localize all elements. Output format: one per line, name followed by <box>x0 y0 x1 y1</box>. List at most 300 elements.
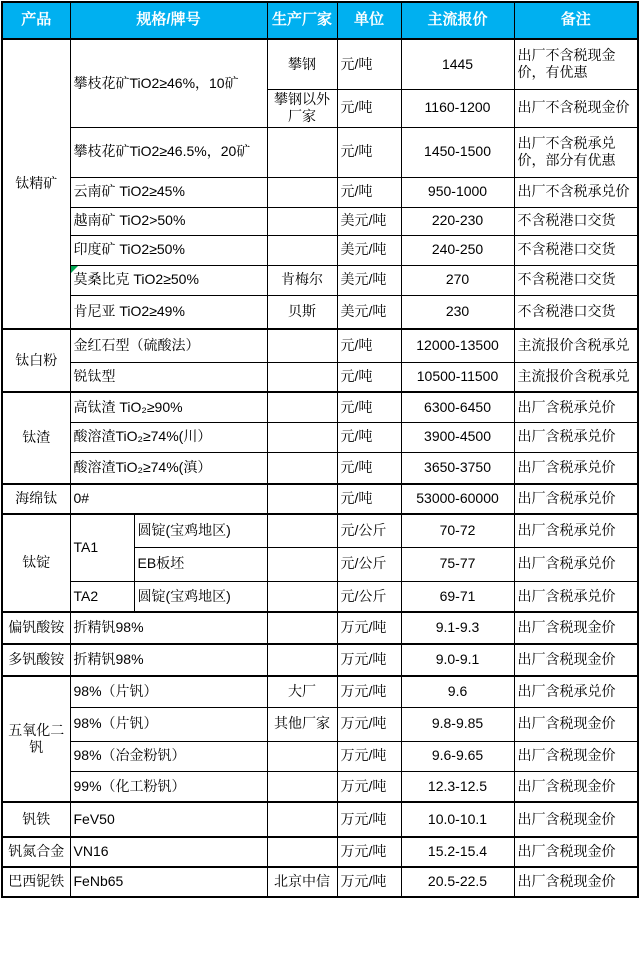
product-cell <box>2 676 70 802</box>
note-cell <box>514 422 638 452</box>
unit-cell <box>337 329 401 362</box>
note-cell <box>514 295 638 329</box>
spec-cell <box>70 707 267 741</box>
price-cell <box>401 127 514 177</box>
table-row <box>2 207 638 235</box>
note-text: 出厂不含税现金价，有优惠 <box>517 46 616 81</box>
note-cell <box>514 452 638 484</box>
price-cell <box>401 837 514 867</box>
header-spec: 规格/牌号 <box>70 2 267 39</box>
spec-type-text: 圆锭(宝鸡地区) <box>137 587 231 604</box>
spec-type-cell <box>134 514 267 547</box>
note-cell <box>514 392 638 422</box>
table-row <box>2 612 638 644</box>
note-cell <box>514 707 638 741</box>
product-text: 钛白粉 <box>15 351 58 368</box>
price-text: 9.1-9.3 <box>435 619 480 636</box>
unit-text: 万元/吨 <box>340 715 387 732</box>
spec-text: 越南矿 TiO2>50% <box>73 212 186 229</box>
spec-cell <box>70 207 267 235</box>
product-cell <box>2 837 70 867</box>
spec-text: 高钛渣 TiO₂≥90% <box>73 398 183 415</box>
product-text: 钒铁 <box>22 810 51 827</box>
product-cell <box>2 514 70 612</box>
price-text: 950-1000 <box>427 183 488 200</box>
maker-text: 攀钢以外厂家 <box>274 90 331 124</box>
product-cell <box>2 644 70 676</box>
unit-text: 元/公斤 <box>340 522 387 538</box>
unit-cell <box>337 514 401 547</box>
note-cell <box>514 514 638 547</box>
note-cell <box>514 771 638 802</box>
unit-text: 元/吨 <box>340 99 373 116</box>
maker-cell <box>267 514 337 547</box>
maker-text: 大厂 <box>288 683 317 699</box>
maker-cell <box>267 802 337 837</box>
price-cell <box>401 422 514 452</box>
note-text: 出厂含税承兑价 <box>517 459 616 475</box>
price-text: 270 <box>445 271 470 288</box>
price-cell <box>401 644 514 676</box>
note-cell <box>514 837 638 867</box>
note-text: 出厂含税承兑价 <box>517 522 616 538</box>
spec-cell <box>70 177 267 207</box>
product-text: 海绵钛 <box>15 490 58 507</box>
note-text: 出厂含税现金价 <box>517 843 616 860</box>
unit-text: 美元/吨 <box>340 271 387 288</box>
unit-cell <box>337 265 401 295</box>
maker-cell <box>267 612 337 644</box>
price-text: 3900-4500 <box>424 428 491 445</box>
maker-cell <box>267 547 337 581</box>
maker-cell <box>267 422 337 452</box>
product-cell <box>2 484 70 514</box>
price-cell <box>401 484 514 514</box>
unit-text: 元/吨 <box>340 428 373 445</box>
spec-cell <box>70 362 267 392</box>
price-text: 230 <box>445 303 470 319</box>
unit-text: 美元/吨 <box>340 212 387 229</box>
spec-text: 98%（片钒） <box>73 683 158 699</box>
maker-cell <box>267 581 337 612</box>
price-text: 3650-3750 <box>424 459 491 475</box>
table-row <box>2 235 638 265</box>
product-text: 钛精矿 <box>15 175 58 192</box>
table-row <box>2 581 638 612</box>
note-cell <box>514 581 638 612</box>
unit-text: 元/吨 <box>340 459 373 475</box>
spec-cell <box>70 802 267 837</box>
table-row <box>2 867 638 897</box>
maker-cell <box>267 265 337 295</box>
unit-cell <box>337 581 401 612</box>
table-row <box>2 676 638 707</box>
note-text: 出厂含税承兑价 <box>517 490 616 507</box>
table-row <box>2 802 638 837</box>
note-text: 主流报价含税承兑 <box>517 337 630 353</box>
spec-type-cell <box>134 547 267 581</box>
spec-text: 云南矿 TiO2≥45% <box>73 183 185 200</box>
table-header <box>2 2 638 39</box>
maker-cell <box>267 329 337 362</box>
unit-text: 元/吨 <box>340 490 373 507</box>
price-text: 1160-1200 <box>424 99 491 116</box>
spec-cell <box>70 39 267 127</box>
spec-cell <box>70 422 267 452</box>
unit-text: 元/吨 <box>340 337 373 353</box>
unit-cell <box>337 39 401 89</box>
note-cell <box>514 484 638 514</box>
unit-text: 元/吨 <box>340 368 373 384</box>
unit-cell <box>337 392 401 422</box>
price-cell <box>401 295 514 329</box>
spec-cell <box>70 644 267 676</box>
maker-cell <box>267 452 337 484</box>
spec-cell <box>70 867 267 897</box>
spec-text: FeNb65 <box>73 873 124 890</box>
note-cell <box>514 265 638 295</box>
spec-text: 莫桑比克 TiO2≥50% <box>73 271 199 288</box>
table-row <box>2 392 638 422</box>
price-cell <box>401 392 514 422</box>
price-cell <box>401 771 514 802</box>
product-cell <box>2 392 70 484</box>
price-text: 240-250 <box>431 241 484 258</box>
spec-text: 印度矿 TiO2≥50% <box>73 241 185 258</box>
spec-text: 攀枝花矿TiO2≥46.5%，20矿 <box>73 143 251 160</box>
maker-text: 肯梅尔 <box>281 271 324 288</box>
price-text: 69-71 <box>439 587 476 604</box>
unit-cell <box>337 422 401 452</box>
price-cell <box>401 867 514 897</box>
note-text: 出厂含税现金价 <box>517 747 616 764</box>
spec-text: 98%（冶金粉钒） <box>73 747 186 764</box>
price-text: 9.6 <box>447 683 468 699</box>
unit-text: 万元/吨 <box>340 777 387 794</box>
table-row <box>2 329 638 362</box>
product-cell <box>2 802 70 837</box>
unit-cell <box>337 452 401 484</box>
note-text: 出厂不含税现金价 <box>517 99 630 116</box>
price-text: 1450-1500 <box>424 143 491 160</box>
unit-text: 美元/吨 <box>340 303 387 319</box>
price-cell <box>401 802 514 837</box>
spec-text: 金红石型（硫酸法） <box>73 337 200 353</box>
maker-cell <box>267 771 337 802</box>
error-flag-triangle-icon <box>71 266 78 273</box>
table-row <box>2 484 638 514</box>
unit-cell <box>337 177 401 207</box>
unit-cell <box>337 771 401 802</box>
note-text: 出厂含税现金价 <box>517 619 616 636</box>
spec-text: 0# <box>73 490 90 507</box>
table-body <box>2 39 638 897</box>
unit-text: 万元/吨 <box>340 747 387 764</box>
note-text: 出厂含税现金价 <box>517 715 616 732</box>
spec-text: 肯尼亚 TiO2≥49% <box>73 303 185 319</box>
maker-cell <box>267 741 337 771</box>
price-cell <box>401 89 514 127</box>
unit-text: 万元/吨 <box>340 651 387 668</box>
price-text: 9.0-9.1 <box>435 651 480 668</box>
product-text: 偏钒酸铵 <box>8 619 65 636</box>
price-text: 9.6-9.65 <box>431 747 484 764</box>
product-text: 巴西铌铁 <box>8 873 65 890</box>
price-cell <box>401 235 514 265</box>
price-text: 10.0-10.1 <box>427 810 488 827</box>
note-text: 不含税港口交货 <box>517 212 616 229</box>
product-text: 钒氮合金 <box>8 843 65 860</box>
unit-cell <box>337 362 401 392</box>
maker-text: 北京中信 <box>274 873 331 890</box>
spec-cell <box>70 295 267 329</box>
maker-cell <box>267 837 337 867</box>
price-cell <box>401 741 514 771</box>
unit-cell <box>337 676 401 707</box>
spec-cell <box>70 127 267 177</box>
header-maker: 生产厂家 <box>267 2 337 39</box>
note-cell <box>514 235 638 265</box>
table-row <box>2 452 638 484</box>
price-cell <box>401 39 514 89</box>
price-cell <box>401 207 514 235</box>
note-cell <box>514 741 638 771</box>
maker-cell <box>267 39 337 89</box>
spec-text: 98%（片钒） <box>73 715 158 732</box>
unit-text: 元/吨 <box>340 398 373 415</box>
note-cell <box>514 127 638 177</box>
price-text: 12000-13500 <box>416 337 499 353</box>
table-row <box>2 127 638 177</box>
note-text: 出厂不含税承兑价 <box>517 183 630 200</box>
header-note: 备注 <box>514 2 638 39</box>
unit-cell <box>337 547 401 581</box>
unit-text: 元/公斤 <box>340 555 387 572</box>
maker-cell <box>267 392 337 422</box>
spec-cell <box>70 235 267 265</box>
note-cell <box>514 329 638 362</box>
unit-cell <box>337 295 401 329</box>
note-cell <box>514 39 638 89</box>
note-text: 不含税港口交货 <box>517 271 616 288</box>
unit-text: 元/公斤 <box>340 587 387 604</box>
note-cell <box>514 547 638 581</box>
note-text: 出厂含税现金价 <box>517 651 616 668</box>
spec-text: 攀枝花矿TiO2≥46%，10矿 <box>73 74 239 91</box>
note-text: 出厂含税承兑价 <box>517 428 616 445</box>
price-text: 6300-6450 <box>424 398 491 415</box>
note-cell <box>514 89 638 127</box>
table-row <box>2 707 638 741</box>
spec-text: 折精钒98% <box>73 619 144 636</box>
unit-cell <box>337 207 401 235</box>
note-cell <box>514 644 638 676</box>
product-cell <box>2 329 70 392</box>
spec-cell <box>70 612 267 644</box>
product-text: 钛渣 <box>22 429 51 446</box>
table-row <box>2 771 638 802</box>
spec-cell <box>70 837 267 867</box>
price-cell <box>401 612 514 644</box>
spec-type-cell <box>134 581 267 612</box>
spec-grade-text: TA2 <box>73 587 99 604</box>
maker-text: 贝斯 <box>288 303 317 319</box>
product-cell <box>2 867 70 897</box>
spec-text: 锐钛型 <box>73 368 116 384</box>
note-cell <box>514 676 638 707</box>
price-text: 70-72 <box>439 522 476 538</box>
maker-cell <box>267 676 337 707</box>
price-cell <box>401 177 514 207</box>
maker-cell <box>267 867 337 897</box>
price-cell <box>401 452 514 484</box>
unit-text: 美元/吨 <box>340 241 387 258</box>
spec-text: FeV50 <box>73 810 115 827</box>
maker-cell <box>267 707 337 741</box>
spec-cell <box>70 392 267 422</box>
unit-cell <box>337 235 401 265</box>
price-cell <box>401 265 514 295</box>
price-cell <box>401 547 514 581</box>
price-table <box>1 1 639 898</box>
price-cell <box>401 581 514 612</box>
maker-cell <box>267 207 337 235</box>
note-text: 不含税港口交货 <box>517 241 616 258</box>
header-unit: 单位 <box>337 2 401 39</box>
table-row <box>2 362 638 392</box>
unit-cell <box>337 802 401 837</box>
unit-cell <box>337 612 401 644</box>
maker-text: 其他厂家 <box>274 715 331 732</box>
price-text: 12.3-12.5 <box>427 777 488 794</box>
table-row <box>2 741 638 771</box>
table-row <box>2 514 638 547</box>
product-cell <box>2 612 70 644</box>
note-text: 出厂含税现金价 <box>517 777 616 794</box>
spec-text: 99%（化工粉钒） <box>73 777 186 794</box>
price-text: 75-77 <box>439 555 476 572</box>
spec-cell <box>70 265 267 295</box>
unit-text: 元/吨 <box>340 143 373 160</box>
spec-text: 酸溶渣TiO₂≥74%(滇） <box>73 459 212 475</box>
note-cell <box>514 867 638 897</box>
spec-grade-cell <box>70 581 134 612</box>
note-cell <box>514 612 638 644</box>
header-product: 产品 <box>2 2 70 39</box>
table-row <box>2 644 638 676</box>
unit-cell <box>337 741 401 771</box>
product-text: 五氧化二钒 <box>8 721 65 755</box>
note-text: 出厂含税承兑价 <box>517 398 616 415</box>
spec-text: VN16 <box>73 843 109 860</box>
price-cell <box>401 676 514 707</box>
maker-cell <box>267 484 337 514</box>
spec-text: 酸溶渣TiO₂≥74%(川） <box>73 428 212 445</box>
table-row <box>2 837 638 867</box>
table-row <box>2 177 638 207</box>
unit-cell <box>337 837 401 867</box>
unit-text: 万元/吨 <box>340 873 387 890</box>
product-text: 钛锭 <box>22 554 51 571</box>
spec-cell <box>70 329 267 362</box>
spec-grade-cell <box>70 514 134 581</box>
price-text: 15.2-15.4 <box>427 843 488 860</box>
maker-cell <box>267 295 337 329</box>
note-text: 出厂含税承兑价 <box>517 555 616 572</box>
spec-cell <box>70 452 267 484</box>
table-row <box>2 265 638 295</box>
note-text: 主流报价含税承兑 <box>517 368 630 384</box>
note-cell <box>514 207 638 235</box>
price-cell <box>401 329 514 362</box>
unit-cell <box>337 127 401 177</box>
note-cell <box>514 177 638 207</box>
price-cell <box>401 514 514 547</box>
price-text: 10500-11500 <box>416 368 499 384</box>
product-cell <box>2 39 70 329</box>
maker-cell <box>267 644 337 676</box>
price-cell <box>401 362 514 392</box>
maker-cell <box>267 127 337 177</box>
unit-cell <box>337 484 401 514</box>
product-text: 多钒酸铵 <box>8 651 65 668</box>
price-cell <box>401 707 514 741</box>
maker-text: 攀钢 <box>288 55 317 72</box>
note-text: 出厂不含税承兑价，部分有优惠 <box>517 134 616 168</box>
price-text: 1445 <box>441 55 474 72</box>
spec-type-text: 圆锭(宝鸡地区) <box>137 522 231 538</box>
price-text: 220-230 <box>431 212 484 229</box>
spec-cell <box>70 484 267 514</box>
price-text: 53000-60000 <box>416 490 499 507</box>
note-text: 出厂含税现金价 <box>517 810 616 827</box>
unit-cell <box>337 644 401 676</box>
unit-text: 万元/吨 <box>340 619 387 636</box>
maker-cell <box>267 89 337 127</box>
unit-cell <box>337 89 401 127</box>
note-text: 出厂含税现金价 <box>517 873 616 890</box>
maker-cell <box>267 177 337 207</box>
spec-type-text: EB板坯 <box>137 555 185 572</box>
spec-cell <box>70 676 267 707</box>
unit-cell <box>337 867 401 897</box>
price-text: 9.8-9.85 <box>431 715 484 732</box>
unit-cell <box>337 707 401 741</box>
note-cell <box>514 802 638 837</box>
unit-text: 万元/吨 <box>340 843 387 860</box>
table-row <box>2 39 638 89</box>
note-text: 出厂含税承兑价 <box>517 683 616 699</box>
note-cell <box>514 362 638 392</box>
spec-grade-text: TA1 <box>73 539 99 555</box>
unit-text: 元/吨 <box>340 183 373 200</box>
note-text: 不含税港口交货 <box>517 303 616 319</box>
header-row <box>2 2 638 39</box>
maker-cell <box>267 235 337 265</box>
price-text: 20.5-22.5 <box>427 873 488 890</box>
header-price: 主流报价 <box>401 2 514 39</box>
unit-text: 元/吨 <box>340 55 373 72</box>
maker-cell <box>267 362 337 392</box>
table-row <box>2 295 638 329</box>
unit-text: 万元/吨 <box>340 810 387 827</box>
spec-text: 折精钒98% <box>73 651 144 668</box>
unit-text: 万元/吨 <box>340 683 387 699</box>
note-text: 出厂含税承兑价 <box>517 587 616 604</box>
table-row <box>2 422 638 452</box>
spec-cell <box>70 771 267 802</box>
spec-cell <box>70 741 267 771</box>
